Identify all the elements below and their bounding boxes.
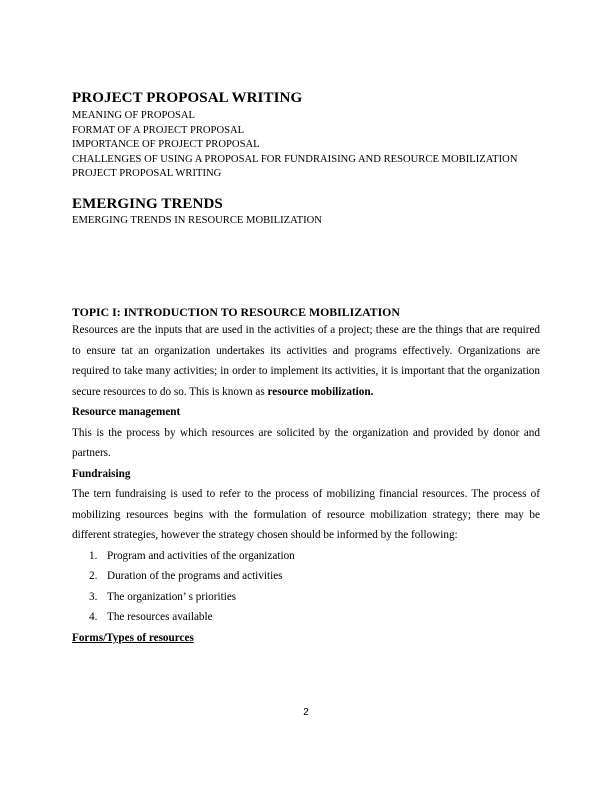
toc-item: EMERGING TRENDS IN RESOURCE MOBILIZATION — [72, 215, 322, 226]
fundraising-factors-list — [72, 546, 540, 628]
list-item — [72, 587, 540, 608]
list-item-number: 1. — [89, 549, 98, 562]
topic-title: TOPIC I: INTRODUCTION TO RESOURCE MOBILIZATION — [72, 305, 400, 319]
forms-types-heading: Forms/Types of resources — [72, 631, 194, 644]
fundraising-text: The tern fundraising is used to refer to the process of mobilizing financial resources. The process of mobilizing resources begins with the formulation of resource mobilization strategy; there may be different strategies, however the strategy chosen should be informed by the following: — [72, 488, 540, 541]
toc-item: PROJECT PROPOSAL WRITING — [72, 168, 222, 180]
list-item-number: 3. — [89, 590, 98, 603]
list-item-number: 2. — [89, 570, 98, 582]
intro-paragraph — [72, 320, 540, 402]
toc-item: IMPORTANCE OF PROJECT PROPOSAL — [72, 139, 260, 151]
resource-management-text: This is the process by which resources are solicited by the organization and provided by donor and partners. — [72, 426, 540, 459]
list-item-text: Program and activities of the organization — [107, 549, 295, 562]
topic-body — [72, 320, 540, 648]
section-title-proposal: PROJECT PROPOSAL WRITING — [72, 90, 303, 106]
resource-management-heading: Resource management — [72, 406, 181, 418]
toc-item: MEANING OF PROPOSAL — [72, 110, 196, 121]
list-item — [72, 566, 540, 587]
list-item-text: The resources available — [107, 611, 213, 623]
list-item — [72, 607, 540, 628]
intro-text: Resources are the inputs that are used in the activities of a project; these are the things that are required to ensure tat an organization undertakes its activities and programs effectively. Organizations are required to take many activities; in order to implement its activities, it is important that the organization secure resources to do so. This is known as — [72, 324, 540, 398]
section-title-trends: EMERGING TRENDS — [72, 196, 223, 212]
fundraising-heading: Fundraising — [72, 467, 131, 480]
toc-item: FORMAT OF A PROJECT PROPOSAL — [72, 124, 245, 136]
list-item-number: 4. — [89, 611, 98, 623]
intro-bold-term: resource mobilization. — [267, 385, 374, 398]
list-item — [72, 546, 540, 567]
toc-item: CHALLENGES OF USING A PROPOSAL FOR FUNDRAISING AND RESOURCE MOBILIZATION — [72, 153, 518, 165]
page-number: 2 — [303, 707, 309, 718]
proposal-toc-list — [72, 109, 517, 182]
list-item-text: Duration of the programs and activities — [107, 570, 283, 582]
trends-toc-list — [72, 214, 322, 229]
list-item-text: The organization’ s priorities — [107, 590, 237, 603]
